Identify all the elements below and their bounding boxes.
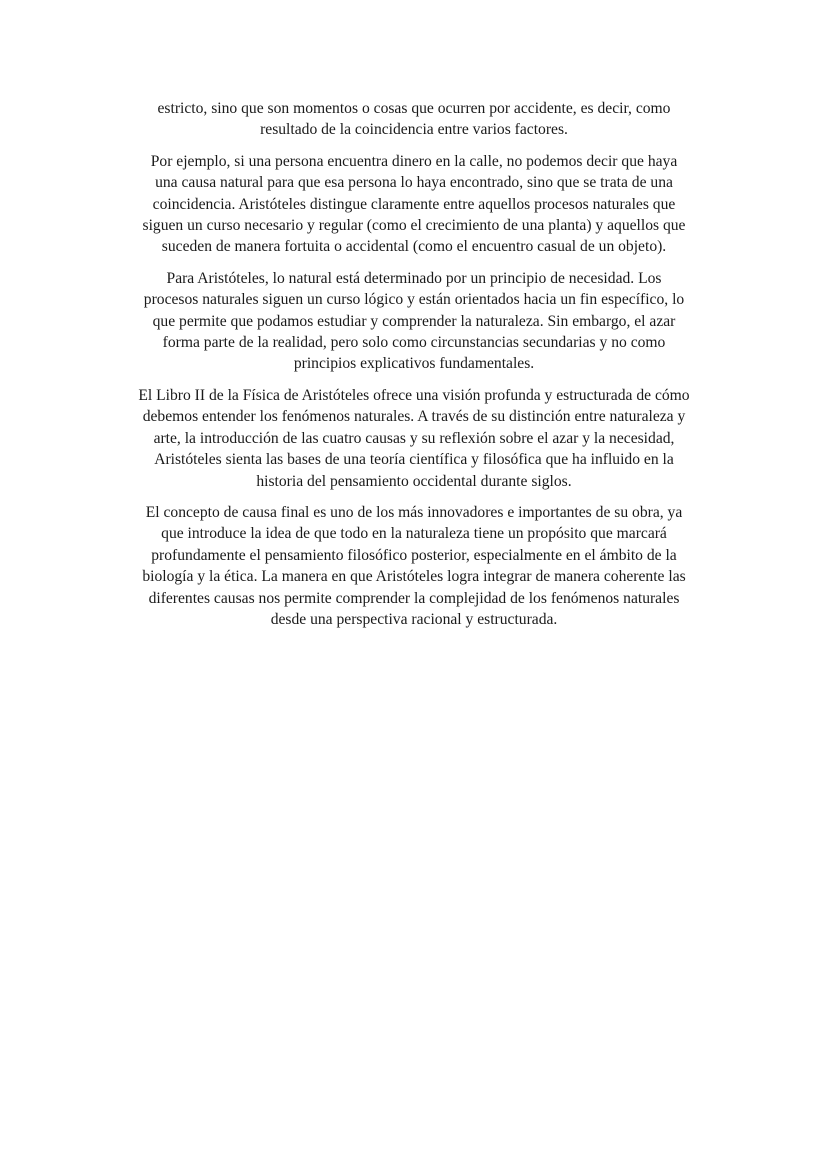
paragraph-5 — [110, 502, 718, 630]
text-line: diferentes causas nos permite comprender la complejidad de los fenómenos naturales — [148, 589, 680, 607]
text-line: principios explicativos fundamentales. — [293, 355, 535, 373]
text-line: que permite que podamos estudiar y comprender la naturaleza. Sin embargo, el azar — [152, 312, 676, 330]
text-line: Por ejemplo, si una persona encuentra dinero en la calle, no podemos decir que haya — [150, 152, 678, 170]
text-line: coincidencia. Aristóteles distingue claramente entre aquellos procesos naturales que — [152, 195, 676, 213]
text-line: suceden de manera fortuita o accidental (como el encuentro casual de un objeto). — [161, 238, 667, 256]
text-line: que introduce la idea de que todo en la naturaleza tiene un propósito que marcará — [161, 525, 667, 543]
document-body — [110, 98, 718, 640]
text-line: siguen un curso necesario y regular (como el crecimiento de una planta) y aquellos que — [142, 217, 686, 235]
paragraph-3 — [110, 268, 718, 375]
text-line: Para Aristóteles, lo natural está determinado por un principio de necesidad. Los — [166, 269, 662, 287]
paragraph-4 — [110, 385, 718, 492]
paragraph-1 — [110, 98, 718, 141]
text-line: debemos entender los fenómenos naturales. A través de su distinción entre naturaleza y — [142, 408, 686, 426]
text-line: biología y la ética. La manera en que Aristóteles logra integrar de manera coherente las — [142, 568, 686, 586]
paragraph-2 — [110, 151, 718, 258]
text-line: desde una perspectiva racional y estructurada. — [270, 610, 558, 628]
text-line: historia del pensamiento occidental durante siglos. — [256, 472, 572, 490]
text-line: procesos naturales siguen un curso lógico y están orientados hacia un fin específico, lo — [143, 291, 685, 309]
text-line: profundamente el pensamiento filosófico posterior, especialmente en el ámbito de la — [151, 546, 677, 564]
text-line: El Libro II de la Física de Aristóteles ofrece una visión profunda y estructurada de cómo — [138, 386, 690, 404]
text-line: Aristóteles sienta las bases de una teoría científica y filosófica que ha influido en la — [154, 451, 674, 469]
text-line: resultado de la coincidencia entre varios factores. — [260, 121, 568, 139]
text-line: arte, la introducción de las cuatro causas y su reflexión sobre el azar y la necesidad, — [153, 429, 675, 447]
text-line: una causa natural para que esa persona lo haya encontrado, sino que se trata de una — [155, 174, 673, 192]
text-line: estricto, sino que son momentos o cosas que ocurren por accidente, es decir, como — [157, 100, 671, 117]
text-line: El concepto de causa final es uno de los más innovadores e importantes de su obra, ya — [145, 503, 683, 521]
text-line: forma parte de la realidad, pero solo como circunstancias secundarias y no como — [162, 334, 666, 352]
